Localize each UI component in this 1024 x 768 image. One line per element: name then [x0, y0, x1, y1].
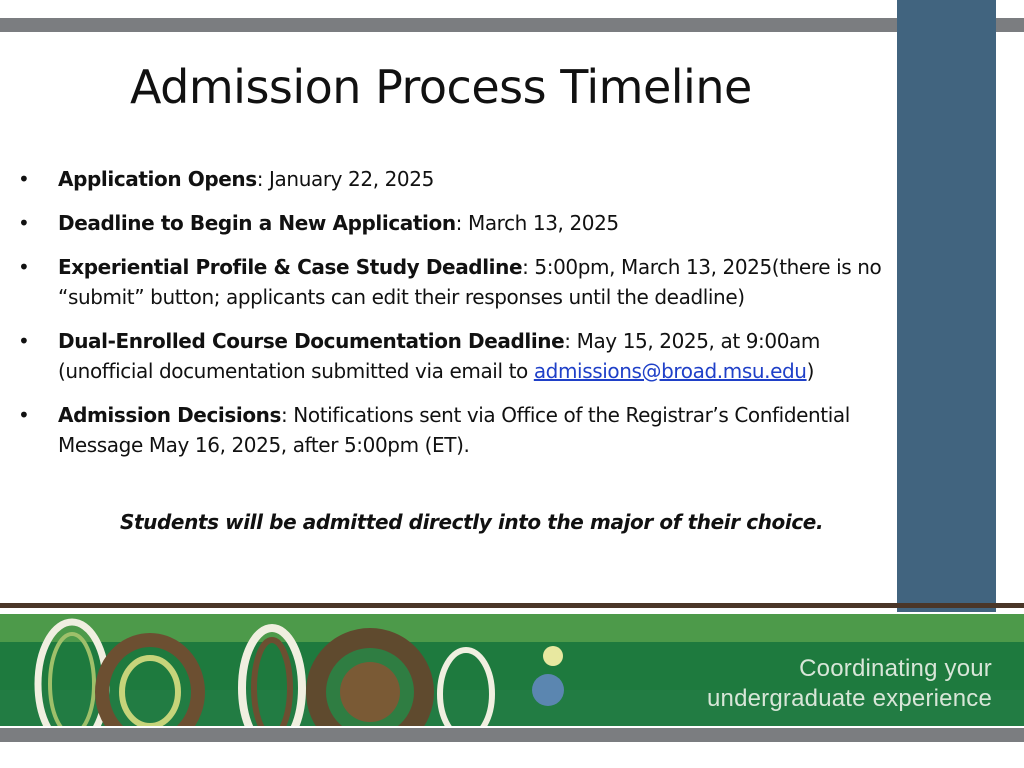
- top-gray-bar: [0, 18, 1024, 32]
- email-link[interactable]: admissions@broad.msu.edu: [533, 359, 807, 383]
- bullet-icon: •: [18, 403, 30, 427]
- bullet-icon: •: [18, 211, 30, 235]
- bottom-gray-bar: [0, 728, 1024, 742]
- bullet-label: Experiential Profile & Case Study Deadline: [58, 255, 523, 279]
- bullet-icon: •: [18, 255, 30, 279]
- tagline-line-1: Coordinating your: [799, 655, 992, 682]
- tagline-line-2: undergraduate experience: [706, 685, 992, 712]
- bullet-text: : 5:00pm, March 13, 2025(there is no “submit” button; applicants can edit their responses until the deadline): [58, 255, 882, 309]
- list-item: [18, 164, 898, 194]
- bullet-text: : January 22, 2025: [256, 167, 434, 191]
- list-item: [18, 400, 898, 460]
- bullet-text: : Notifications sent via Office of the Registrar’s Confidential Message May 16, 2025, after 5:00pm (ET).: [58, 403, 850, 457]
- bullet-text-after: ): [806, 359, 814, 383]
- list-item: [18, 208, 898, 238]
- bullet-icon: •: [18, 329, 30, 353]
- right-blue-column: [897, 0, 996, 612]
- bullet-label: Deadline to Begin a New Application: [58, 211, 456, 235]
- bullet-label: Dual-Enrolled Course Documentation Deadline: [58, 329, 565, 353]
- bullet-label: Admission Decisions: [58, 403, 282, 427]
- admission-footnote: Students will be admitted directly into the major of their choice.: [120, 510, 824, 534]
- banner-tagline: [707, 654, 992, 714]
- list-item: [18, 326, 898, 386]
- timeline-list: [18, 164, 898, 474]
- bullet-text: : March 13, 2025: [455, 211, 619, 235]
- bullet-icon: •: [18, 167, 30, 191]
- bullet-label: Application Opens: [58, 167, 257, 191]
- bullet-text: : May 15, 2025, at 9:00am (unofficial documentation submitted via email to: [58, 329, 820, 383]
- list-item: [18, 252, 898, 312]
- brown-divider: [0, 603, 1024, 608]
- decorative-circles-graphic: [0, 614, 640, 726]
- footer-banner: [0, 614, 1024, 726]
- slide-title: Admission Process Timeline: [130, 60, 752, 114]
